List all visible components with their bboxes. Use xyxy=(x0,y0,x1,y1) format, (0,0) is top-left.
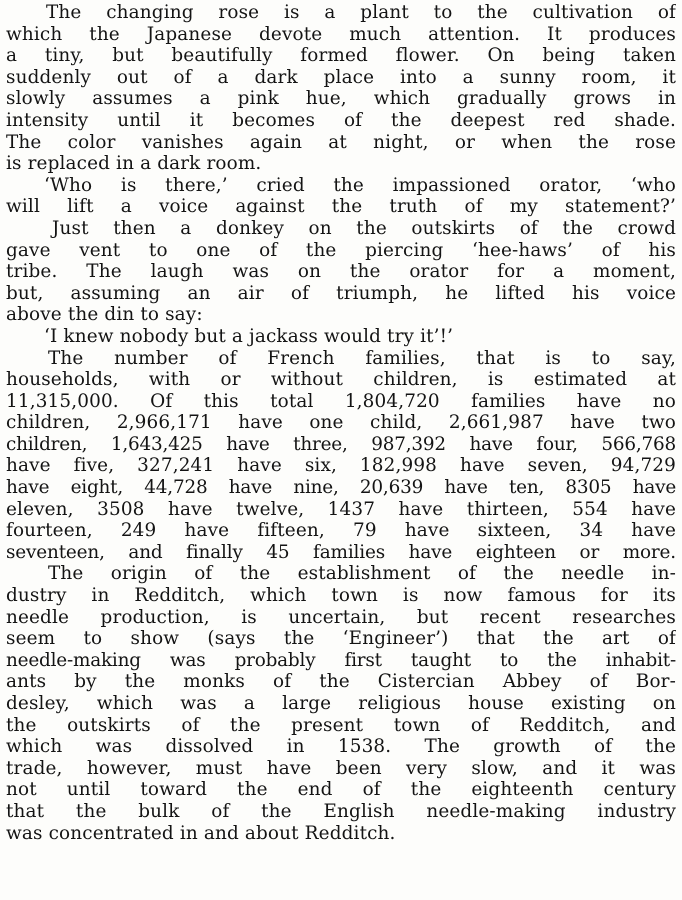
text-line: seem to show (says the ‘Engineer’) that the art of xyxy=(6,628,676,650)
paragraph-donkey xyxy=(6,218,676,326)
text-line: slowly assumes a pink hue, which gradually grows in xyxy=(6,88,676,110)
text-line: tribe. The laugh was on the orator for a moment, xyxy=(6,261,676,283)
text-line: that the bulk of the English needle-making industry xyxy=(6,800,676,822)
text-line: which was dissolved in 1538. The growth of the xyxy=(6,736,676,758)
text-line: Just then a donkey on the outskirts of the crowd xyxy=(52,217,676,239)
text-line: which the Japanese devote much attention. It produces xyxy=(6,23,676,45)
text-line: households, with or without children, is estimated at xyxy=(6,369,676,391)
text-line: seventeen, and finally 45 families have eighteen or more. xyxy=(6,541,676,563)
text-line: eleven, 3508 have twelve, 1437 have thirteen, 554 have xyxy=(6,498,676,520)
text-line: intensity until it becomes of the deepest red shade. xyxy=(6,109,676,131)
text-line: but, assuming an air of triumph, he lifted his voice xyxy=(6,282,676,304)
text-line: not until toward the end of the eighteenth century xyxy=(6,779,676,801)
text-line: The number of French families, that is to say, xyxy=(48,347,676,369)
text-line: The origin of the establishment of the needle in- xyxy=(48,563,676,585)
text-line: above the din to say: xyxy=(6,304,203,326)
text-line: fourteen, 249 have fifteen, 79 have sixteen, 34 have xyxy=(6,520,676,542)
text-line: suddenly out of a dark place into a sunny room, it xyxy=(6,66,676,88)
text-line: ‘I knew nobody but a jackass would try it’!’ xyxy=(44,325,454,347)
text-line: will lift a voice against the truth of my statement?’ xyxy=(6,196,676,218)
text-line: gave vent to one of the piercing ‘hee-haws’ of his xyxy=(6,239,676,261)
paragraph-changing-rose xyxy=(6,2,676,175)
text-line: was concentrated in and about Redditch. xyxy=(6,822,396,844)
text-line: 11,315,000. Of this total 1,804,720 families have no xyxy=(6,390,676,412)
text-line: dustry in Redditch, which town is now famous for its xyxy=(6,585,676,607)
text-line: a tiny, but beautifully formed flower. On being taken xyxy=(6,45,676,67)
paragraph-jackass xyxy=(6,326,676,348)
text-line: The color vanishes again at night, or when the rose xyxy=(6,131,676,153)
text-line: have five, 327,241 have six, 182,998 have seven, 94,729 xyxy=(6,455,676,477)
text-line: ‘Who is there,’ cried the impassioned orator, ‘who xyxy=(44,174,676,196)
text-line: needle-making was probably first taught to the inhabit- xyxy=(6,649,676,671)
paragraph-orator-question xyxy=(6,175,676,218)
text-line: the outskirts of the present town of Redditch, and xyxy=(6,714,676,736)
text-line: ants by the monks of the Cistercian Abbey of Bor- xyxy=(6,671,676,693)
text-line: children, 1,643,425 have three, 987,392 have four, 566,768 xyxy=(6,433,676,455)
paragraph-french-families xyxy=(6,348,676,564)
text-line: children, 2,966,171 have one child, 2,661,987 have two xyxy=(6,412,676,434)
paragraph-needle-industry xyxy=(6,563,676,844)
text-line: needle production, is uncertain, but recent researches xyxy=(6,606,676,628)
article-column xyxy=(6,2,676,844)
text-line: is replaced in a dark room. xyxy=(6,153,262,175)
text-line: trade, however, must have been very slow, and it was xyxy=(6,757,676,779)
text-line: The changing rose is a plant to the cultivation of xyxy=(46,2,676,23)
text-line: desley, which was a large religious house existing on xyxy=(6,693,676,714)
text-line: have eight, 44,728 have nine, 20,639 have ten, 8305 have xyxy=(6,477,676,499)
